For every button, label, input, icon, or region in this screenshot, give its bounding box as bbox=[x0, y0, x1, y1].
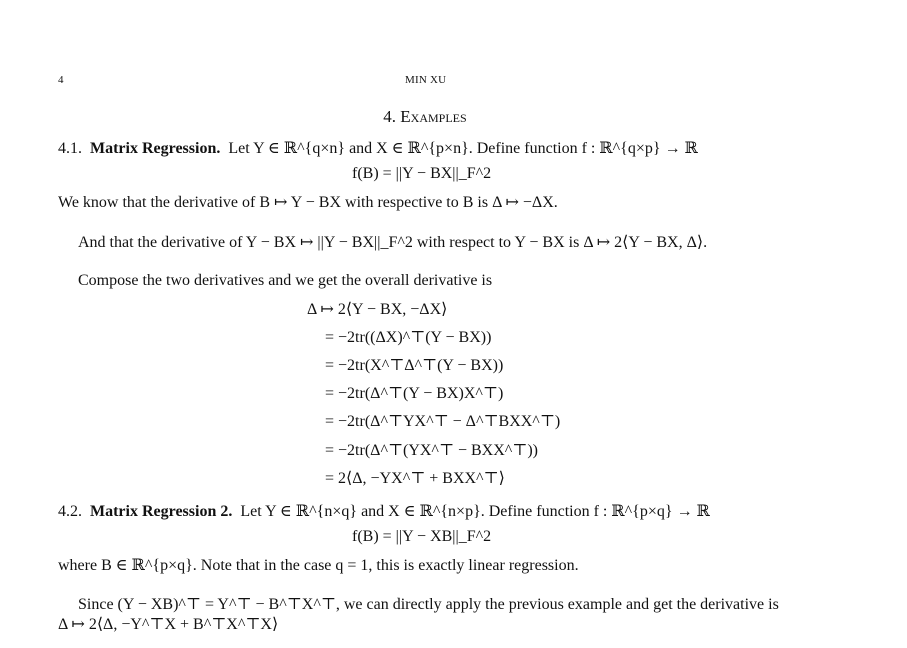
derivation-line-3: = −2tr(X^⊤Δ^⊤(Y − BX)) bbox=[325, 357, 504, 374]
derivation-line-1: Δ ↦ 2⟨Y − BX, −ΔX⟩ bbox=[307, 301, 448, 318]
example-1-paragraph-2: And that the derivative of Y − BX ↦ ||Y − BX||_F^2 with respect to Y − BX is Δ ↦ 2⟨Y − BX, Δ⟩. bbox=[78, 234, 708, 251]
derivation-line-4: = −2tr(Δ^⊤(Y − BX)X^⊤) bbox=[325, 385, 504, 402]
derivation-line-7: = 2⟨Δ, −YX^⊤ + BXX^⊤⟩ bbox=[325, 470, 505, 487]
example-1-paragraph-1: We know that the derivative of B ↦ Y − BX with respective to B is Δ ↦ −ΔX. bbox=[58, 194, 558, 211]
example-2-paragraph-2-line-2: Δ ↦ 2⟨Δ, −Y^⊤X + B^⊤X^⊤X⟩ bbox=[58, 616, 279, 633]
section-title bbox=[0, 107, 850, 127]
derivation-line-6: = −2tr(Δ^⊤(YX^⊤ − BXX^⊤)) bbox=[325, 442, 538, 459]
example-2-paragraph-2-line-1: Since (Y − XB)^⊤ = Y^⊤ − B^⊤X^⊤, we can directly apply the previous example and get the derivative is bbox=[78, 596, 779, 613]
example-1-equation: f(B) = ||Y − BX||_F^2 bbox=[352, 165, 492, 182]
example-2-heading-line bbox=[58, 501, 710, 521]
example-1-number: 4.1. bbox=[58, 140, 82, 157]
example-1-heading: Matrix Regression. bbox=[90, 140, 221, 157]
example-2-paragraph-1: where B ∈ ℝ^{p×q}. Note that in the case q = 1, this is exactly linear regression. bbox=[58, 557, 579, 574]
example-2-number: 4.2. bbox=[58, 503, 82, 520]
running-head-text: MIN XU bbox=[405, 74, 447, 86]
running-head bbox=[405, 74, 446, 86]
example-1-heading-line bbox=[58, 138, 698, 158]
example-1-paragraph-3: Compose the two derivatives and we get the overall derivative is bbox=[78, 272, 493, 289]
derivation-line-5: = −2tr(Δ^⊤YX^⊤ − Δ^⊤BXX^⊤) bbox=[325, 413, 561, 430]
example-2-intro: Let Y ∈ ℝ^{n×q} and X ∈ ℝ^{n×p}. Define function f : ℝ^{p×q} → ℝ bbox=[240, 503, 710, 520]
section-title-text: Examples bbox=[400, 107, 467, 126]
page-number: 4 bbox=[58, 74, 64, 86]
example-2-equation: f(B) = ||Y − XB||_F^2 bbox=[352, 528, 492, 545]
example-2-heading: Matrix Regression 2. bbox=[90, 503, 233, 520]
section-number: 4. bbox=[383, 107, 397, 126]
example-1-intro: Let Y ∈ ℝ^{q×n} and X ∈ ℝ^{p×n}. Define function f : ℝ^{q×p} → ℝ bbox=[228, 140, 698, 157]
derivation-line-2: = −2tr((ΔX)^⊤(Y − BX)) bbox=[325, 329, 492, 346]
